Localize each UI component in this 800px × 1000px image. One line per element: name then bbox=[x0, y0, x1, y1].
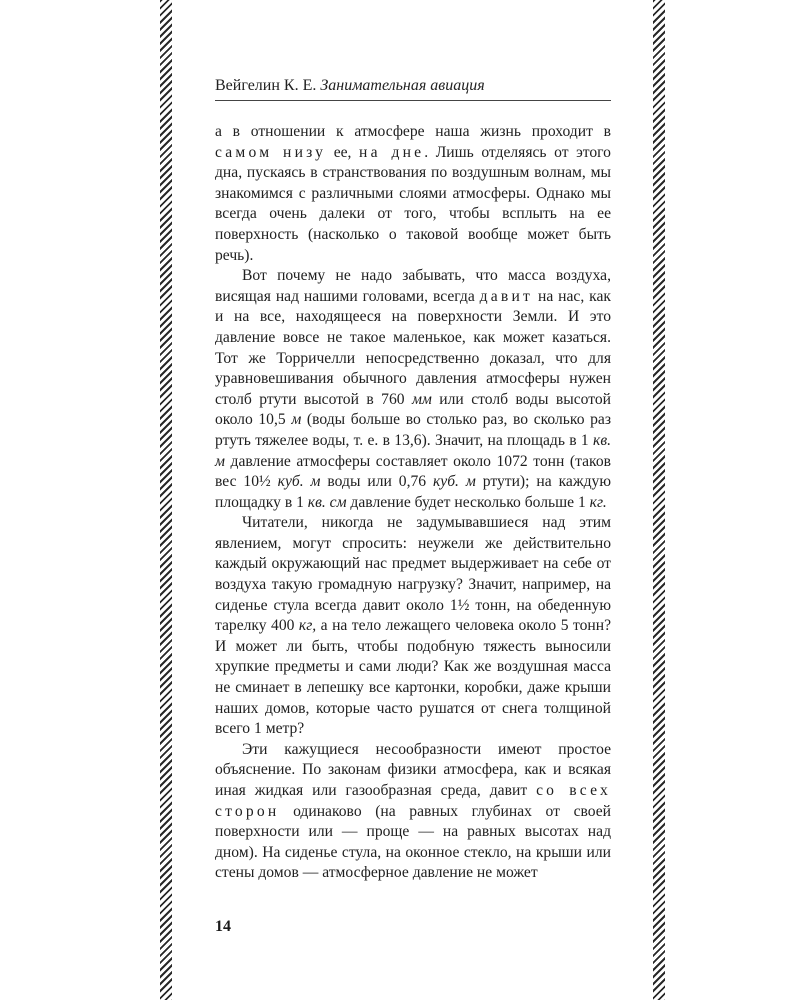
italic-unit: кв. м bbox=[215, 431, 611, 470]
text-run: Вот почему не надо забывать, что масса воздуха, висящая над нашими головами, всегда bbox=[215, 267, 611, 305]
paragraph bbox=[215, 122, 611, 266]
text-run: (воды больше во столько раз, во сколько раз ртуть тяжелее воды, т. е. в 13,6). Значит, на площадь в 1 bbox=[215, 411, 611, 449]
page-number: 14 bbox=[215, 918, 231, 935]
header-author: Вейгелин К. Е. bbox=[215, 77, 317, 94]
paragraph bbox=[215, 266, 611, 513]
decorative-border-right bbox=[653, 0, 665, 1000]
italic-unit: куб. м bbox=[277, 473, 321, 491]
text-run: давление будет несколько больше 1 bbox=[346, 493, 590, 511]
spaced-emphasis: со всех сторон bbox=[215, 782, 611, 820]
paragraph bbox=[215, 513, 611, 740]
italic-unit: кг, bbox=[298, 617, 317, 635]
text-run: Читатели, никогда не задумывавшиеся над этим явлением, могут спросить: неужели же действительно каждый окружающий нас предмет выдерживает на себе от воздуха такую громадную нагрузку? Значит, например, на сиденье стула всегда давит около 1½ тонн, на обеденную тарелку 400 bbox=[215, 514, 611, 635]
header-title: Занимательная авиация bbox=[320, 77, 485, 94]
text-run: а в отношении к атмосфере наша жизнь проходит в bbox=[215, 123, 611, 140]
italic-unit: м bbox=[291, 411, 302, 429]
paragraph bbox=[215, 740, 611, 884]
body-text bbox=[215, 122, 611, 884]
text-run: . Лишь отделяясь от этого дна, пускаясь в странствования по воздушным волнам, мы знакомимся с различными слоями атмосферы. Однако мы всегда очень далеки от того, чтобы всплыть на ее поверхность (насколько о таковой вообще может быть речь). bbox=[215, 143, 611, 264]
spaced-emphasis: самом низу bbox=[215, 143, 327, 161]
italic-unit: кв. см bbox=[307, 493, 347, 511]
decorative-border-left bbox=[160, 0, 172, 1000]
text-run: на нас, как и на все, находящееся на поверхности Земли. И это давление вовсе не такое маленькое, как может казаться. Тот же Торричелли непосредственно доказал, что для уравновешивания обычного давления атмосферы нужен столб ртути высотой в 760 bbox=[215, 287, 612, 408]
text-run: одинаково (на равных глубинах от своей поверхности или — проще — на равных высотах над дном). На сиденье стула, на оконное стекло, на крыши или стены домов — атмосферное давление не может bbox=[215, 802, 611, 882]
text-run: ртути); на каждую площадку в 1 bbox=[215, 473, 611, 511]
text-run: Эти кажущиеся несообразности имеют простое объяснение. По законам физики атмосфера, как и всякая иная жидкая или газообразная среда, давит bbox=[215, 740, 611, 799]
text-run: давление атмосферы составляет около 1072 тонн (таков вес 10½ bbox=[215, 452, 611, 491]
spaced-emphasis: на дне bbox=[359, 143, 425, 161]
text-run: ее, bbox=[326, 143, 360, 161]
text-run: воды или 0,76 bbox=[320, 473, 433, 491]
spaced-emphasis: давит bbox=[479, 287, 534, 305]
text-run: а на тело лежащего человека около 5 тонн? И может ли быть, чтобы подобную тяжесть выносили хрупкие предметы и сами люди? Как же воздушная масса не сминает в лепешку все картонки, коробки, даже крыши наших домов, которые часто рушатся от снега толщиной всего 1 метр? bbox=[215, 617, 611, 738]
running-header bbox=[215, 77, 611, 101]
italic-unit: кг. bbox=[589, 493, 607, 511]
italic-unit: мм bbox=[411, 390, 432, 408]
italic-unit: куб. м bbox=[433, 473, 476, 491]
text-run: или столб воды высотой около 10,5 bbox=[215, 390, 611, 429]
